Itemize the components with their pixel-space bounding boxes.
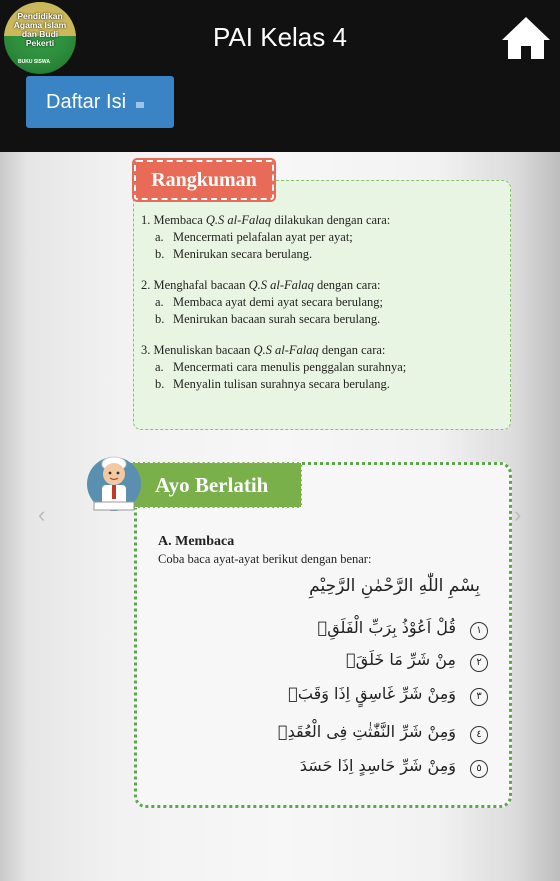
rangkuman-subitem [141,359,511,376]
verse-item [300,756,500,786]
page-viewer[interactable] [0,152,560,881]
verse-text: وَمِنْ شَرِّ غَاسِقٍ اِذَا وَقَبَۙ [288,684,456,703]
rangkuman-item [141,342,511,393]
item-number: 2. [141,278,151,292]
item-surah-name: Q.S al-Falaq [248,278,314,292]
verse-number: ١ [470,622,488,640]
item-surah-name: Q.S al-Falaq [205,213,272,227]
verse-item [278,722,500,752]
subitem-label: b. [155,312,165,326]
dropdown-caret-icon [136,102,144,108]
subitem-text: Mencermati cara menulis penggalan surahnya; [173,360,407,374]
exercise-heading: A. Membaca [158,534,235,549]
subitem-label: b. [155,247,165,261]
basmala-text: بِسْمِ اللّٰهِ الرَّحْمٰنِ الرَّحِيْمِ [309,576,480,596]
item-surah-name: Q.S al-Falaq [253,343,319,357]
rangkuman-subitem [141,294,511,311]
student-reading-icon [86,450,142,518]
daftar-isi-label: Daftar Isi [46,90,127,113]
verse-text: وَمِنْ شَرِّ حَاسِدٍ اِذَا حَسَدَ [299,756,456,775]
verse-text: مِنْ شَرِّ مَا خَلَقَۙ [346,650,456,669]
rangkuman-tag: Rangkuman [134,160,274,200]
rangkuman-item [141,277,511,328]
logo-title: Pendidikan Agama Islam dan Budi Pekerti [13,11,67,48]
item-text: Menghafal bacaan [153,278,249,292]
subitem-label: a. [155,295,164,309]
item-number: 1. [141,213,151,227]
rangkuman-item [141,212,511,263]
item-number: 3. [141,343,151,357]
rangkuman-item-heading [141,212,511,229]
item-text: dengan cara: [313,278,381,292]
subitem-text: Menyalin tulisan surahnya secara berulang. [173,377,390,391]
item-text: dilakukan dengan cara: [271,213,391,227]
logo-subtitle: BUKU SISWA [18,59,50,65]
subitem-text: Mencermati pelafalan ayat per ayat; [173,230,353,244]
item-text: Membaca [153,213,206,227]
home-icon[interactable] [500,14,552,62]
subitem-label: a. [155,360,164,374]
rangkuman-item-heading [141,342,511,359]
rangkuman-subitem [141,246,511,263]
subitem-label: a. [155,230,164,244]
chevron-left-icon[interactable]: ‹ [38,502,46,527]
verse-text: قُلْ اَعُوْذُ بِرَبِّ الْفَلَقِۙ [317,618,456,637]
verse-text: وَمِنْ شَرِّ النَّفّٰثٰتِ فِى الْعُقَدِۙ [278,722,456,741]
verse-number: ٣ [470,688,488,706]
verse-item [300,618,500,648]
daftar-isi-button[interactable] [26,76,174,128]
subitem-text: Membaca ayat demi ayat secara berulang; [173,295,383,309]
item-text: Menuliskan bacaan [153,343,254,357]
rangkuman-subitem [141,376,511,393]
subitem-text: Menirukan bacaan surah secara berulang. [173,312,381,326]
app-title: PAI Kelas 4 [213,22,347,52]
rangkuman-subitem [141,229,511,246]
verse-number: ٢ [470,654,488,672]
item-text: dengan cara: [318,343,386,357]
verse-item [288,684,500,714]
rangkuman-subitem [141,311,511,328]
exercise-instruction: Coba baca ayat-ayat berikut dengan benar: [158,552,372,566]
verse-item [300,650,500,680]
verse-number: ٤ [470,726,488,744]
verse-number: ٥ [470,760,488,778]
chevron-right-icon[interactable]: › [514,502,522,527]
ayo-berlatih-tag: Ayo Berlatih [130,462,302,508]
subitem-label: b. [155,377,165,391]
app-bar [0,0,560,78]
rangkuman-list [141,212,511,407]
rangkuman-item-heading [141,277,511,294]
subitem-text: Menirukan secara berulang. [173,247,313,261]
